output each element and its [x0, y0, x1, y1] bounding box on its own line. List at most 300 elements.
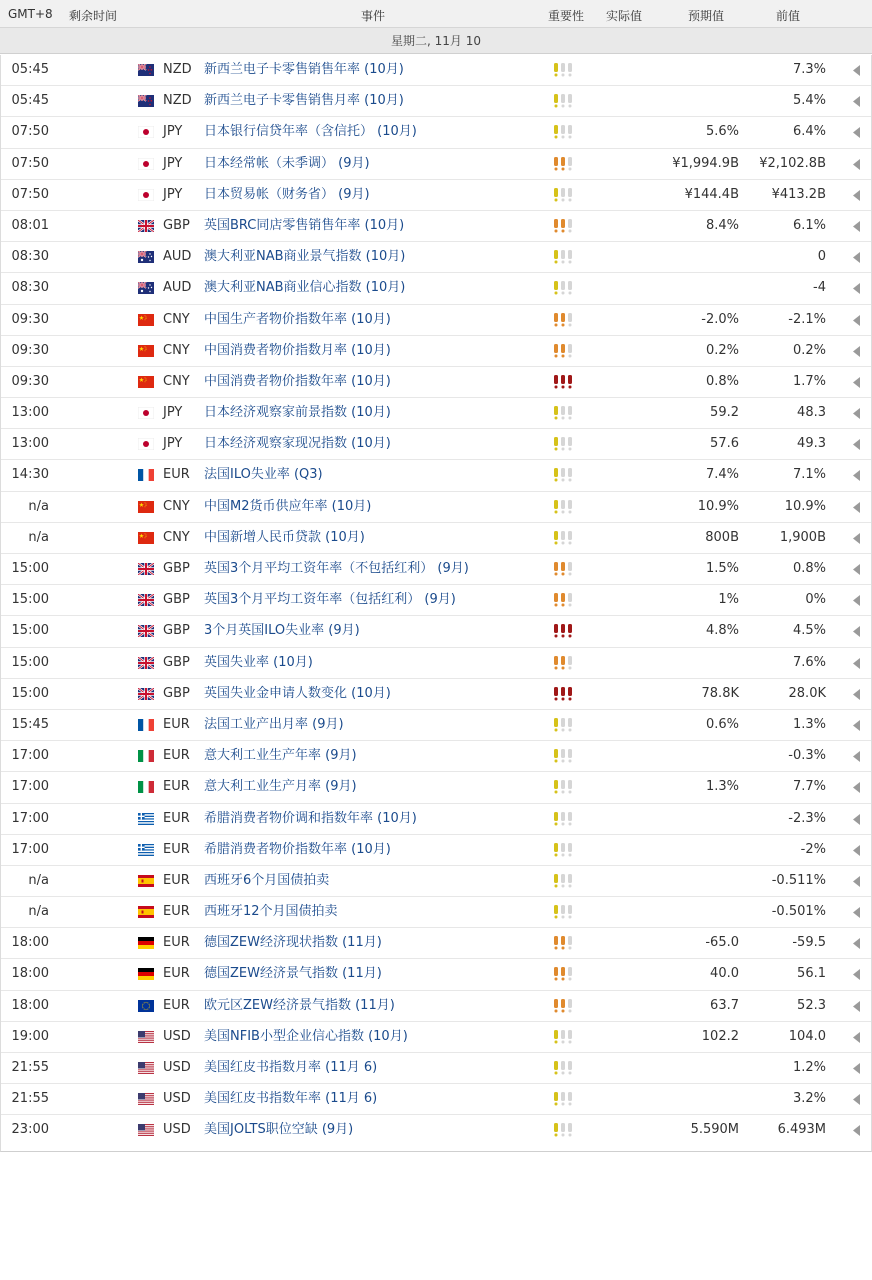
forecast-value: 10.9% — [697, 498, 739, 514]
jp-flag-icon — [138, 438, 154, 450]
table-header — [0, 0, 872, 28]
expand-arrow-icon[interactable] — [853, 1001, 863, 1012]
expand-arrow-icon[interactable] — [853, 221, 863, 232]
previous-value: -0.3% — [788, 748, 826, 764]
event-time: 14:30 — [11, 467, 49, 483]
previous-value: -4 — [813, 280, 826, 296]
forecast-value — [641, 1053, 739, 1083]
event-time: 19:00 — [11, 1028, 49, 1044]
event-name-link[interactable]: 欧元区ZEW经济景气指数 (11月) — [204, 997, 395, 1013]
event-name-link[interactable]: 意大利工业生产月率 (9月) — [204, 779, 357, 795]
event-row[interactable] — [1, 273, 871, 304]
expand-arrow-icon[interactable] — [853, 876, 863, 887]
forecast-value: 8.4% — [705, 217, 739, 233]
forecast-value: -65.0 — [705, 935, 739, 951]
currency-code: CNY — [163, 498, 190, 514]
cn-flag-icon — [138, 314, 154, 326]
event-name-link[interactable]: 新西兰电子卡零售销售年率 (10月) — [204, 62, 404, 77]
event-row[interactable] — [1, 55, 871, 86]
it-flag-icon — [138, 750, 154, 762]
forecast-value: -2.0% — [701, 311, 739, 327]
forecast-value — [641, 835, 739, 865]
event-time: 13:00 — [11, 436, 49, 452]
previous-value: 1,900B — [779, 529, 826, 545]
event-name-link[interactable]: 日本银行信贷年率（含信托） (10月) — [204, 124, 417, 140]
forecast-value: 5.590M — [690, 1122, 739, 1138]
column-header-event: 事件 — [361, 9, 386, 23]
cn-flag-icon — [138, 532, 154, 544]
previous-value: 48.3 — [797, 405, 826, 421]
expand-arrow-icon[interactable] — [853, 159, 863, 170]
event-time: 17:00 — [11, 748, 49, 764]
event-row[interactable] — [1, 523, 871, 554]
previous-value: 28.0K — [788, 685, 826, 701]
forecast-value: 4.8% — [705, 623, 739, 639]
event-name-link[interactable]: 英国BRC同店零售销售年率 (10月) — [204, 217, 405, 233]
importance-icon — [554, 843, 575, 857]
importance-icon — [554, 1092, 575, 1106]
event-name-link[interactable]: 西班牙12个月国债拍卖 — [204, 904, 338, 920]
previous-value: -2.3% — [788, 810, 826, 826]
expand-arrow-icon[interactable] — [853, 751, 863, 762]
es-flag-icon — [138, 906, 154, 918]
importance-icon — [554, 905, 575, 919]
expand-arrow-icon[interactable] — [853, 408, 863, 419]
event-time: 13:00 — [11, 405, 49, 421]
importance-icon — [554, 656, 575, 670]
currency-code: USD — [163, 1122, 191, 1138]
event-row[interactable] — [1, 398, 871, 429]
event-name-link[interactable]: 西班牙6个月国债拍卖 — [204, 872, 330, 888]
event-time: 23:00 — [11, 1122, 49, 1138]
event-name-link[interactable]: 英国失业率 (10月) — [204, 654, 313, 670]
importance-icon — [554, 780, 575, 794]
event-name-link[interactable]: 澳大利亚NAB商业景气指数 (10月) — [204, 249, 406, 265]
importance-icon — [554, 531, 575, 545]
event-name-link[interactable]: 澳大利亚NAB商业信心指数 (10月) — [204, 280, 406, 296]
expand-arrow-icon[interactable] — [853, 315, 863, 326]
forecast-value: 102.2 — [701, 1028, 739, 1044]
forecast-value: ¥1,994.9B — [672, 155, 739, 171]
expand-arrow-icon[interactable] — [853, 1125, 863, 1136]
column-header-importance: 重要性 — [548, 9, 585, 23]
event-name-link[interactable]: 法国工业产出月率 (9月) — [204, 716, 344, 732]
event-name-link[interactable]: 希腊消费者物价调和指数年率 (10月) — [204, 810, 417, 826]
currency-code: GBP — [163, 561, 190, 576]
expand-arrow-icon[interactable] — [853, 1032, 863, 1043]
currency-code: GBP — [163, 623, 190, 639]
day-separator: 星期二, 11月 10 — [0, 28, 872, 54]
previous-value: -0.501% — [771, 904, 826, 920]
previous-value: 0.2% — [792, 342, 826, 358]
event-row[interactable] — [1, 959, 871, 990]
event-time: 15:45 — [11, 716, 49, 732]
jp-flag-icon — [138, 407, 154, 419]
currency-code: EUR — [163, 966, 190, 982]
event-row[interactable] — [1, 149, 871, 180]
forecast-value — [641, 1084, 739, 1114]
event-name-link[interactable]: 美国红皮书指数月率 (11月 6) — [204, 1060, 378, 1075]
event-name-link[interactable]: 希腊消费者物价指数年率 (10月) — [204, 841, 391, 857]
event-name-link[interactable]: 美国JOLTS职位空缺 (9月) — [204, 1122, 354, 1138]
event-row[interactable] — [1, 492, 871, 523]
event-name-link[interactable]: 意大利工业生产年率 (9月) — [204, 748, 357, 764]
currency-code: EUR — [163, 997, 190, 1013]
currency-code: EUR — [163, 872, 190, 888]
event-name-link[interactable]: 日本经常帐（未季调） (9月) — [204, 155, 370, 171]
expand-arrow-icon[interactable] — [853, 689, 863, 700]
event-name-link[interactable]: 美国NFIB小型企业信心指数 (10月) — [204, 1028, 408, 1044]
nz-flag-icon — [138, 64, 154, 76]
importance-icon — [554, 749, 575, 763]
previous-value: -2.1% — [788, 311, 826, 327]
gb-flag-icon — [138, 594, 154, 606]
event-name-link[interactable]: 美国红皮书指数年率 (11月 6) — [204, 1091, 378, 1107]
importance-icon — [554, 188, 575, 202]
previous-value: 7.1% — [792, 467, 826, 483]
event-name-link[interactable]: 日本贸易帐（财务省） (9月) — [204, 186, 370, 202]
expand-arrow-icon[interactable] — [853, 595, 863, 606]
event-time: 07:50 — [11, 155, 49, 171]
gb-flag-icon — [138, 625, 154, 637]
event-name-link[interactable]: 3个月英国ILO失业率 (9月) — [204, 623, 360, 639]
event-row[interactable] — [1, 710, 871, 741]
importance-icon — [554, 624, 575, 638]
previous-value: ¥2,102.8B — [759, 155, 826, 171]
currency-code: EUR — [163, 935, 190, 951]
event-time: 18:00 — [11, 935, 49, 951]
currency-code: GBP — [163, 217, 190, 233]
previous-value: -2% — [800, 841, 826, 857]
importance-icon — [554, 812, 575, 826]
currency-code: USD — [163, 1091, 191, 1107]
event-row[interactable] — [1, 242, 871, 273]
currency-code: GBP — [163, 654, 190, 670]
event-row[interactable] — [1, 866, 871, 897]
event-name-link[interactable]: 日本经济观察家前景指数 (10月) — [204, 405, 391, 421]
currency-code: USD — [163, 1028, 191, 1044]
currency-code: CNY — [163, 342, 190, 358]
forecast-value: 0.8% — [705, 373, 739, 389]
currency-code: EUR — [163, 467, 190, 483]
previous-value: 1.3% — [792, 716, 826, 732]
forecast-value: 78.8K — [701, 685, 739, 701]
cn-flag-icon — [138, 501, 154, 513]
importance-icon — [554, 500, 575, 514]
event-row[interactable] — [1, 772, 871, 803]
importance-icon — [554, 157, 575, 171]
event-row[interactable] — [1, 460, 871, 491]
expand-arrow-icon[interactable] — [853, 782, 863, 793]
jp-flag-icon — [138, 189, 154, 201]
jp-flag-icon — [138, 126, 154, 138]
forecast-value: 5.6% — [705, 124, 739, 140]
forecast-value: 1.3% — [705, 779, 739, 795]
event-row[interactable] — [1, 554, 871, 585]
currency-code: JPY — [163, 155, 183, 171]
event-name-link[interactable]: 中国消费者物价指数年率 (10月) — [204, 373, 391, 389]
importance-icon — [554, 967, 575, 981]
event-name-link[interactable]: 新西兰电子卡零售销售月率 (10月) — [204, 93, 404, 109]
importance-icon — [554, 63, 575, 77]
importance-icon — [554, 1123, 575, 1137]
importance-icon — [554, 406, 575, 420]
event-name-link[interactable]: 英国3个月平均工资年率（包括红利） (9月) — [204, 592, 456, 608]
cn-flag-icon — [138, 376, 154, 388]
event-time: n/a — [28, 872, 49, 888]
previous-value: 6.4% — [792, 124, 826, 140]
event-time: 09:30 — [11, 342, 49, 358]
expand-arrow-icon[interactable] — [853, 845, 863, 856]
event-row[interactable] — [1, 679, 871, 710]
currency-code: GBP — [163, 685, 190, 701]
currency-code: EUR — [163, 716, 190, 732]
event-row[interactable] — [1, 1053, 871, 1084]
event-name-link[interactable]: 德国ZEW经济景气指数 (11月) — [204, 966, 382, 982]
expand-arrow-icon[interactable] — [853, 377, 863, 388]
expand-arrow-icon[interactable] — [853, 626, 863, 637]
us-flag-icon — [138, 1062, 154, 1074]
gb-flag-icon — [138, 657, 154, 669]
event-row[interactable] — [1, 804, 871, 835]
jp-flag-icon — [138, 158, 154, 170]
previous-value: 10.9% — [784, 498, 826, 514]
event-time: 17:00 — [11, 779, 49, 795]
forecast-value: 0.2% — [705, 342, 739, 358]
event-time: 07:50 — [11, 186, 49, 202]
previous-value: 7.7% — [792, 779, 826, 795]
forecast-value: 57.6 — [710, 436, 739, 452]
importance-icon — [554, 593, 575, 607]
currency-code: EUR — [163, 748, 190, 764]
expand-arrow-icon[interactable] — [853, 720, 863, 731]
forecast-value: 800B — [705, 529, 739, 545]
timezone-selector[interactable]: GMT+8 — [8, 7, 53, 21]
event-time: 05:45 — [11, 93, 49, 109]
fr-flag-icon — [138, 719, 154, 731]
event-time: n/a — [28, 529, 49, 545]
currency-code: JPY — [163, 405, 183, 421]
expand-arrow-icon[interactable] — [853, 938, 863, 949]
column-header-forecast: 预期值 — [688, 9, 725, 23]
us-flag-icon — [138, 1031, 154, 1043]
gr-flag-icon — [138, 844, 154, 856]
event-row[interactable] — [1, 897, 871, 928]
gb-flag-icon — [138, 220, 154, 232]
previous-value: ¥413.2B — [771, 186, 826, 202]
currency-code: CNY — [163, 373, 190, 389]
event-row[interactable] — [1, 1115, 871, 1146]
event-name-link[interactable]: 日本经济观察家现况指数 (10月) — [204, 436, 391, 452]
currency-code: JPY — [163, 436, 183, 452]
importance-icon — [554, 999, 575, 1013]
forecast-value — [641, 273, 739, 303]
expand-arrow-icon[interactable] — [853, 1094, 863, 1105]
importance-icon — [554, 468, 575, 482]
event-time: n/a — [28, 904, 49, 920]
previous-value: 56.1 — [797, 966, 826, 982]
eu-flag-icon — [138, 1000, 154, 1012]
forecast-value: 0.6% — [705, 716, 739, 732]
previous-value: 52.3 — [797, 997, 826, 1013]
forecast-value: 59.2 — [710, 405, 739, 421]
event-row[interactable] — [1, 367, 871, 398]
event-time: n/a — [28, 498, 49, 514]
importance-icon — [554, 437, 575, 451]
previous-value: 5.4% — [792, 93, 826, 109]
event-name-link[interactable]: 中国新增人民币贷款 (10月) — [204, 529, 365, 545]
expand-arrow-icon[interactable] — [853, 346, 863, 357]
expand-arrow-icon[interactable] — [853, 533, 863, 544]
currency-code: NZD — [163, 93, 192, 109]
event-row[interactable] — [1, 305, 871, 336]
forecast-value — [641, 804, 739, 834]
event-time: 15:00 — [11, 654, 49, 670]
previous-value: 3.2% — [792, 1091, 826, 1107]
expand-arrow-icon[interactable] — [853, 814, 863, 825]
importance-icon — [554, 344, 575, 358]
importance-icon — [554, 125, 575, 139]
importance-icon — [554, 936, 575, 950]
expand-arrow-icon[interactable] — [853, 907, 863, 918]
importance-icon — [554, 281, 575, 295]
event-row[interactable] — [1, 648, 871, 679]
previous-value: 4.5% — [792, 623, 826, 639]
nz-flag-icon — [138, 95, 154, 107]
au-flag-icon — [138, 282, 154, 294]
expand-arrow-icon[interactable] — [853, 502, 863, 513]
event-row[interactable] — [1, 180, 871, 211]
event-time: 15:00 — [11, 592, 49, 608]
forecast-value — [641, 242, 739, 272]
forecast-value: 63.7 — [710, 997, 739, 1013]
event-row[interactable] — [1, 991, 871, 1022]
event-name-link[interactable]: 中国消费者物价指数月率 (10月) — [204, 342, 391, 358]
event-time: 05:45 — [11, 62, 49, 77]
previous-value: -59.5 — [792, 935, 826, 951]
importance-icon — [554, 219, 575, 233]
event-time: 08:01 — [11, 217, 49, 233]
currency-code: EUR — [163, 810, 190, 826]
previous-value: 49.3 — [797, 436, 826, 452]
importance-icon — [554, 250, 575, 264]
forecast-value — [641, 897, 739, 927]
event-row[interactable] — [1, 211, 871, 242]
event-time: 08:30 — [11, 280, 49, 296]
forecast-value — [641, 648, 739, 678]
event-row[interactable] — [1, 616, 871, 647]
es-flag-icon — [138, 875, 154, 887]
currency-code: AUD — [163, 249, 192, 265]
previous-value: 7.3% — [792, 62, 826, 77]
event-time: 21:55 — [11, 1091, 49, 1107]
event-name-link[interactable]: 中国生产者物价指数年率 (10月) — [204, 311, 391, 327]
currency-code: GBP — [163, 592, 190, 608]
event-time: 09:30 — [11, 311, 49, 327]
importance-icon — [554, 375, 575, 389]
event-time: 07:50 — [11, 124, 49, 140]
it-flag-icon — [138, 781, 154, 793]
expand-arrow-icon[interactable] — [853, 65, 863, 76]
event-row[interactable] — [1, 429, 871, 460]
event-time: 08:30 — [11, 249, 49, 265]
event-row[interactable] — [1, 1084, 871, 1115]
currency-code: JPY — [163, 186, 183, 202]
expand-arrow-icon[interactable] — [853, 127, 863, 138]
event-name-link[interactable]: 英国3个月平均工资年率（不包括红利） (9月) — [204, 561, 469, 576]
forecast-value — [641, 55, 739, 85]
forecast-value — [641, 86, 739, 116]
event-row[interactable] — [1, 117, 871, 148]
currency-code: NZD — [163, 62, 192, 77]
expand-arrow-icon[interactable] — [853, 439, 863, 450]
event-table — [0, 55, 872, 1152]
previous-value: 0 — [817, 249, 826, 265]
event-row[interactable] — [1, 585, 871, 616]
previous-value: 1.7% — [792, 373, 826, 389]
event-row[interactable] — [1, 336, 871, 367]
us-flag-icon — [138, 1093, 154, 1105]
importance-icon — [554, 718, 575, 732]
event-name-link[interactable]: 德国ZEW经济现状指数 (11月) — [204, 935, 382, 951]
de-flag-icon — [138, 968, 154, 980]
forecast-value: 7.4% — [705, 467, 739, 483]
event-name-link[interactable]: 英国失业金申请人数变化 (10月) — [204, 685, 391, 701]
expand-arrow-icon[interactable] — [853, 1063, 863, 1074]
event-row[interactable] — [1, 835, 871, 866]
importance-icon — [554, 687, 575, 701]
currency-code: EUR — [163, 904, 190, 920]
event-row[interactable] — [1, 1022, 871, 1053]
importance-icon — [554, 94, 575, 108]
previous-value: 104.0 — [788, 1028, 826, 1044]
previous-value: -0.511% — [771, 872, 826, 888]
event-row[interactable] — [1, 741, 871, 772]
event-row[interactable] — [1, 86, 871, 117]
cn-flag-icon — [138, 345, 154, 357]
expand-arrow-icon[interactable] — [853, 252, 863, 263]
forecast-value — [641, 741, 739, 771]
expand-arrow-icon[interactable] — [853, 96, 863, 107]
expand-arrow-icon[interactable] — [853, 564, 863, 575]
expand-arrow-icon[interactable] — [853, 470, 863, 481]
importance-icon — [554, 562, 575, 576]
expand-arrow-icon[interactable] — [853, 969, 863, 980]
event-time: 17:00 — [11, 841, 49, 857]
currency-code: CNY — [163, 529, 190, 545]
previous-value: 7.6% — [792, 654, 826, 670]
currency-code: EUR — [163, 841, 190, 857]
forecast-value: 40.0 — [710, 966, 739, 982]
event-time: 17:00 — [11, 810, 49, 826]
event-time: 15:00 — [11, 561, 49, 576]
forecast-value: ¥144.4B — [684, 186, 739, 202]
expand-arrow-icon[interactable] — [853, 283, 863, 294]
event-name-link[interactable]: 中国M2货币供应年率 (10月) — [204, 498, 372, 514]
event-row[interactable] — [1, 928, 871, 959]
us-flag-icon — [138, 1124, 154, 1136]
importance-icon — [554, 313, 575, 327]
fr-flag-icon — [138, 469, 154, 481]
importance-icon — [554, 874, 575, 888]
event-time: 15:00 — [11, 685, 49, 701]
event-time: 18:00 — [11, 997, 49, 1013]
event-name-link[interactable]: 法国ILO失业率 (Q3) — [204, 467, 323, 483]
previous-value: 1.2% — [792, 1060, 826, 1075]
forecast-value: 1.5% — [705, 561, 739, 576]
expand-arrow-icon[interactable] — [853, 190, 863, 201]
expand-arrow-icon[interactable] — [853, 658, 863, 669]
